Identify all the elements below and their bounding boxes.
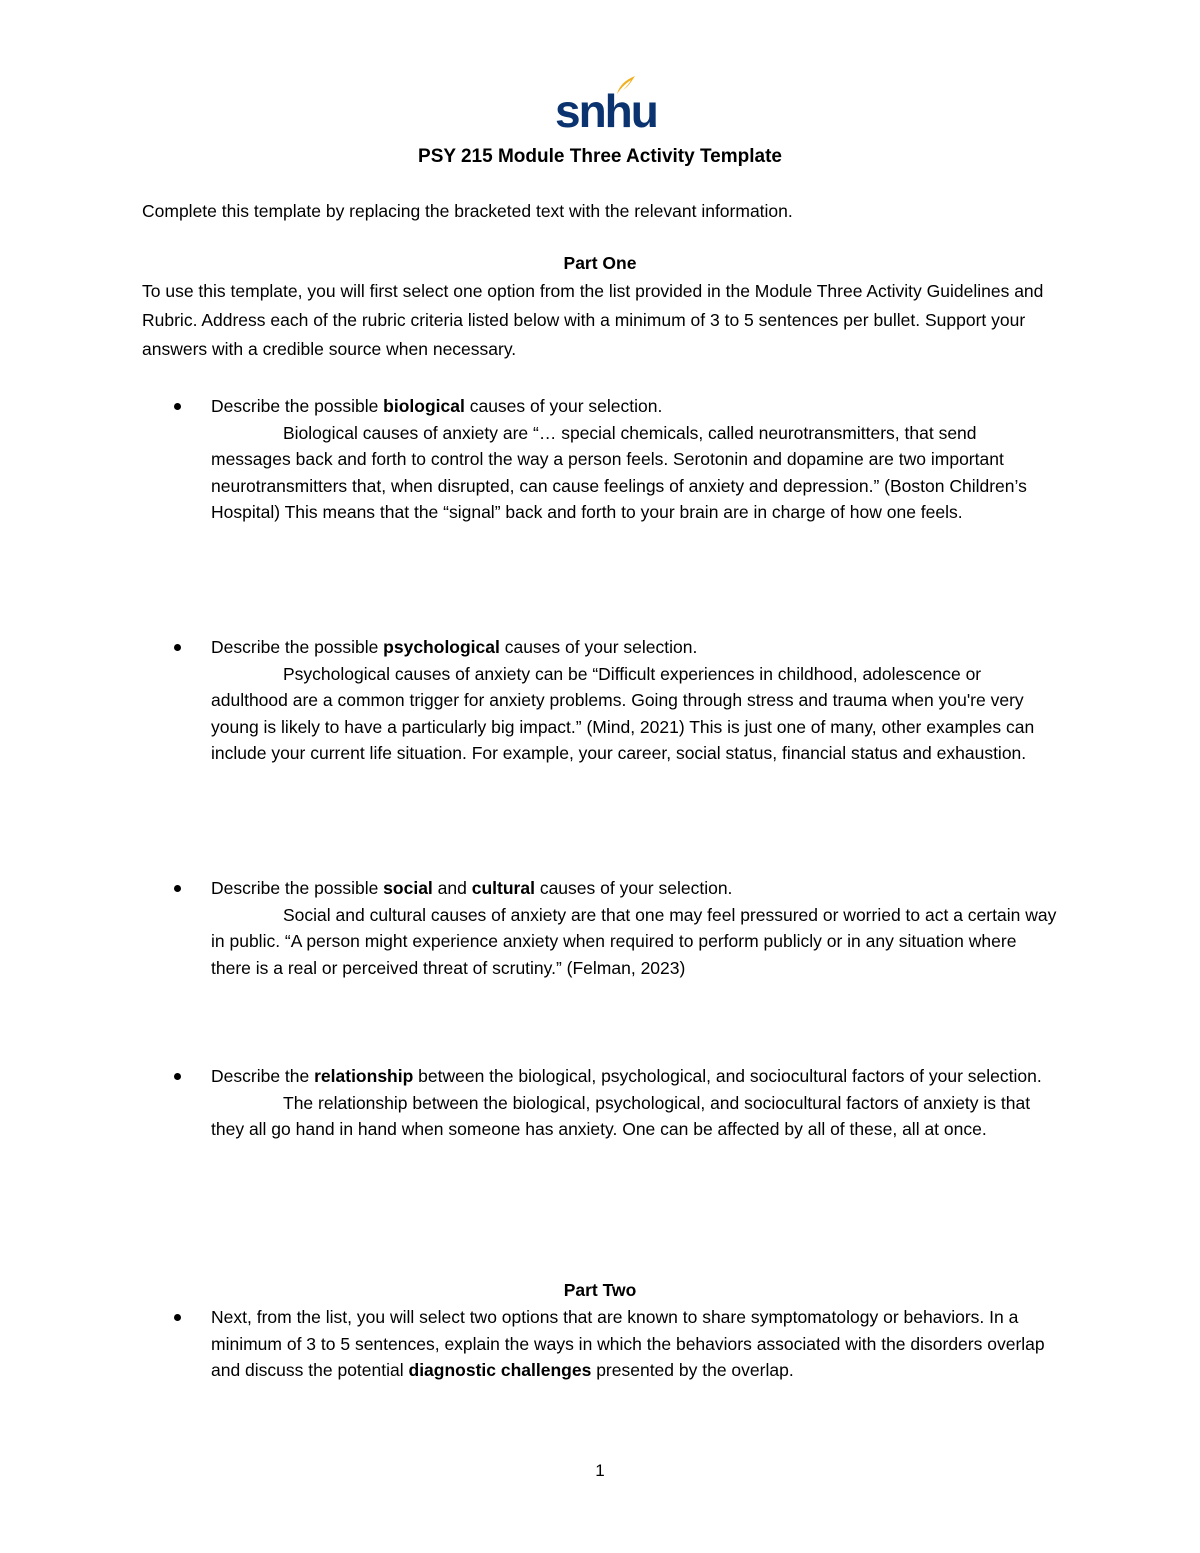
bullet-prompt: Next, from the list, you will select two options that are known to share symptomatology or behaviors. In a minimum of 3 to 5 sentences, explain the ways in which the behaviors associated with the disorders overlap and discuss the potential diagnostic challenges presented by the overlap. xyxy=(211,1307,1045,1380)
bullet-dot xyxy=(174,1073,181,1080)
bullet-body xyxy=(211,1304,1061,1384)
part-one-intro: To use this template, you will first select one option from the list provided in the Module Three Activity Guidelines and Rubric. Address each of the rubric criteria listed below with a minimum of 3 to 5 sentences per bullet. Support your answers with a credible source when necessary. xyxy=(142,281,1044,359)
bullet-dot xyxy=(174,403,181,410)
bullet-answer: Psychological causes of anxiety can be “Difficult experiences in childhood, adolescence or adulthood are a common trigger for anxiety problems. Going through stress and trauma when you're very young is likely to have a particularly big impact.” (Mind, 2021) This is just one of many, other examples can include your current life situation. For example, your career, social status, financial status and exhaustion. xyxy=(211,663,1035,763)
bullet-body xyxy=(211,634,1061,767)
bullet-answer: Social and cultural causes of anxiety are that one may feel pressured or worried to act a certain way in public. “A person might experience anxiety when required to perform publicly or in any situation where there is a real or perceived threat of scrutiny.” (Felman, 2023) xyxy=(211,904,1057,978)
bullet-prompt: Describe the possible psychological causes of your selection. xyxy=(211,637,698,657)
page-number: 1 xyxy=(595,1461,605,1480)
page-title: PSY 215 Module Three Activity Template xyxy=(418,146,782,167)
logo-text: snhu xyxy=(555,85,657,137)
bullet-body xyxy=(211,1063,1061,1143)
bullet-body xyxy=(211,393,1061,526)
bullet-answer: Biological causes of anxiety are “… special chemicals, called neurotransmitters, that send messages back and forth to control the way a person feels. Serotonin and dopamine are two important neurotransmitters that, when disrupted, can cause feelings of anxiety and depression.” (Boston Children’s Hospital) This means that the “signal” back and forth to your brain are in charge of how one feels. xyxy=(211,422,1027,522)
part-one-heading: Part One xyxy=(563,253,637,273)
bullet-body xyxy=(211,875,1061,981)
bullet-prompt: Describe the possible biological causes of your selection. xyxy=(211,396,663,416)
instructions: Complete this template by replacing the bracketed text with the relevant information. xyxy=(142,201,793,221)
bullet-prompt: Describe the possible social and cultural causes of your selection. xyxy=(211,878,733,898)
bullet-dot xyxy=(174,644,181,651)
bullet-dot xyxy=(174,1314,181,1321)
bullet-prompt: Describe the relationship between the biological, psychological, and sociocultural factors of your selection. xyxy=(211,1066,1042,1086)
bullet-dot xyxy=(174,885,181,892)
snhu-logo xyxy=(555,74,657,137)
bullet-answer: The relationship between the biological, psychological, and sociocultural factors of anxiety is that they all go hand in hand when someone has anxiety. One can be affected by all of these, all at once. xyxy=(211,1092,1031,1139)
part-two-heading: Part Two xyxy=(563,1280,637,1300)
